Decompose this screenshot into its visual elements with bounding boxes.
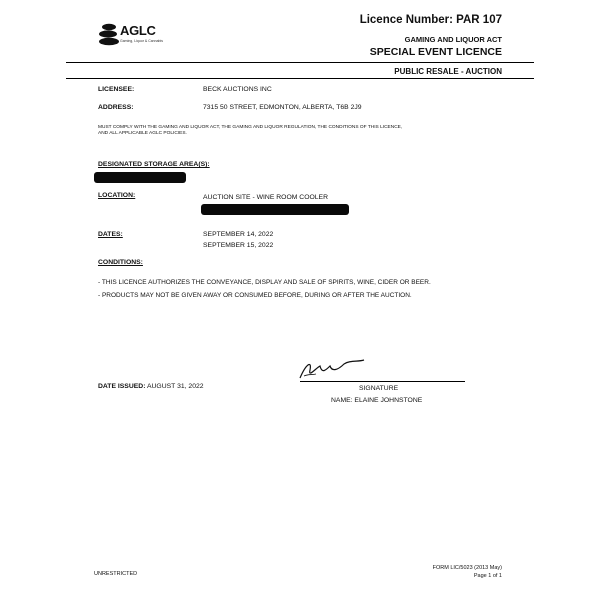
storage-redaction (94, 172, 186, 183)
header-divider (66, 62, 534, 63)
date-2: SEPTEMBER 15, 2022 (203, 242, 274, 249)
location-redaction (201, 204, 349, 215)
compliance-note-line1: MUST COMPLY WITH THE GAMING AND LIQUOR ACT, THE GAMING AND LIQUOR REGULATION, THE CONDITIONS OF THIS LICENCE, (98, 125, 403, 130)
condition-2: - PRODUCTS MAY NOT BE GIVEN AWAY OR CONSUMED BEFORE, DURING OR AFTER THE AUCTION. (98, 292, 412, 299)
licence-number: Licence Number: PAR 107 (359, 14, 502, 26)
location-label: LOCATION: (98, 192, 136, 199)
signature-caption: SIGNATURE (359, 385, 399, 392)
date-issued (98, 383, 204, 390)
date-1: SEPTEMBER 14, 2022 (203, 231, 274, 238)
signature-line (300, 381, 465, 382)
signatory-name: NAME: ELAINE JOHNSTONE (331, 397, 423, 404)
address-value: 7315 50 STREET, EDMONTON, ALBERTA, T6B 2J9 (203, 104, 362, 111)
condition-1: - THIS LICENCE AUTHORIZES THE CONVEYANCE, DISPLAY AND SALE OF SPIRITS, WINE, CIDER OR BEER. (98, 279, 431, 286)
date-issued-label: DATE ISSUED: (98, 383, 146, 390)
licence-category: PUBLIC RESALE - AUCTION (394, 67, 502, 76)
restriction-status: UNRESTRICTED (94, 571, 138, 577)
logo-text: AGLC (120, 23, 156, 38)
page-indicator: Page 1 of 1 (473, 573, 502, 579)
address-label: ADDRESS: (98, 104, 134, 111)
dates-label: DATES: (98, 231, 123, 238)
conditions-label: CONDITIONS: (98, 259, 143, 266)
header-divider-2 (66, 78, 534, 79)
date-issued-value: AUGUST 31, 2022 (146, 383, 204, 390)
handwritten-signature (298, 356, 368, 382)
licensee-label: LICENSEE: (98, 86, 135, 93)
act-title: GAMING AND LIQUOR ACT (404, 35, 502, 44)
aglc-logo-icon (98, 22, 120, 46)
licensee-value: BECK AUCTIONS INC (203, 86, 272, 93)
storage-label: DESIGNATED STORAGE AREA(S): (98, 161, 210, 168)
form-number: FORM LIC/5023 (2013 May) (432, 565, 502, 571)
licence-type: SPECIAL EVENT LICENCE (369, 46, 502, 58)
logo-subtext: Gaming, Liquor & Cannabis (120, 39, 163, 43)
location-value: AUCTION SITE - WINE ROOM COOLER (203, 194, 328, 201)
compliance-note-line2: AND ALL APPLICABLE AGLC POLICIES. (98, 131, 187, 136)
